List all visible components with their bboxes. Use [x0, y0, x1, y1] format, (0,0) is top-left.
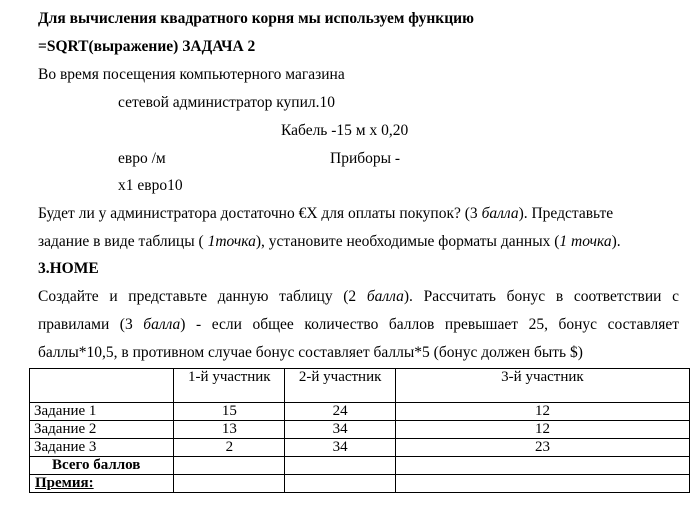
table-row-label: Задание 2	[30, 421, 174, 439]
task3-p1-part-b: балла	[366, 288, 404, 305]
task2-p2-part-c: ), установите необходимые форматы данных (	[255, 233, 560, 250]
table-bonus-label: Премия:	[30, 475, 174, 493]
table-bonus-row	[30, 475, 690, 493]
table-cell: 34	[285, 439, 395, 457]
task3-paragraph-line3: баллы*10,5, в противном случае бонус составляет баллы*5 (бонус должен быть $)	[38, 344, 583, 361]
task2-p2-part-e: ).	[611, 233, 621, 250]
task2-text-line5: Кабель -15 м x 0,20	[281, 122, 409, 139]
table-bonus-cell	[285, 475, 395, 493]
task2-heading-line1: Для вычисления квадратного корня мы используем функцию	[38, 10, 474, 27]
task2-text-line6a: евро /м	[118, 150, 166, 167]
task3-heading: 3.HOME	[38, 260, 99, 277]
task2-p2-part-a: задание в виде таблицы (	[38, 233, 208, 250]
task3-p1-part-a: Создайте и представьте данную таблицу (2	[38, 288, 367, 305]
task3-paragraph-line1	[38, 288, 679, 306]
task2-p2-part-b: 1точка	[207, 233, 256, 250]
table-cell: 24	[285, 403, 395, 421]
task2-p2-part-d: 1 точка	[559, 233, 612, 250]
table-header-cell: 3-й участник	[395, 369, 689, 403]
table-row-label: Задание 1	[30, 403, 174, 421]
table-bonus-cell	[174, 475, 285, 493]
table-cell: 12	[395, 403, 689, 421]
task2-paragraph-line2	[38, 233, 621, 251]
scores-table	[29, 368, 690, 493]
task3-p2-part-a: правилами (3	[38, 316, 144, 333]
table-bonus-cell	[395, 475, 689, 493]
table-row-label: Задание 3	[30, 439, 174, 457]
task2-text-line4: сетевой администратор купил.10	[118, 94, 335, 111]
task3-paragraph-line2	[38, 316, 679, 334]
table-total-cell	[174, 457, 285, 475]
table-header-cell: 2-й участник	[285, 369, 395, 403]
table-header-cell	[30, 369, 174, 403]
table-total-label: Всего баллов	[30, 457, 174, 475]
table-total-cell	[395, 457, 689, 475]
table-total-cell	[285, 457, 395, 475]
task3-p1-part-c: ). Рассчитать бонус в соответствии с	[403, 288, 680, 305]
table-cell: 15	[174, 403, 285, 421]
task2-heading-line2: =SQRT(выражение) ЗАДАЧА 2	[38, 38, 256, 55]
table-row	[30, 403, 690, 421]
table-row	[30, 439, 690, 457]
table-header-cell: 1-й участник	[174, 369, 285, 403]
table-cell: 13	[174, 421, 285, 439]
task2-paragraph-line1	[38, 205, 613, 223]
task2-text-line6b: Приборы -	[330, 150, 401, 167]
task2-text-line3: Во время посещения компьютерного магазина	[38, 66, 345, 83]
table-total-row	[30, 457, 690, 475]
task3-p2-part-b: балла	[143, 316, 181, 333]
task2-text-line7: x1 евро10	[118, 177, 183, 194]
task2-p1-part-a: Будет ли у администратора достаточно €X для оплаты покупок? (3	[38, 205, 482, 222]
table-row	[30, 421, 690, 439]
task2-p1-part-c: ). Представьте	[518, 205, 614, 222]
task2-p1-part-b: балла	[481, 205, 519, 222]
table-cell: 2	[174, 439, 285, 457]
table-header-row	[30, 369, 690, 403]
table-cell: 23	[395, 439, 689, 457]
table-cell: 12	[395, 421, 689, 439]
task3-p2-part-c: ) - если общее количество баллов превышает 25, бонус составляет	[180, 316, 679, 333]
table-cell: 34	[285, 421, 395, 439]
